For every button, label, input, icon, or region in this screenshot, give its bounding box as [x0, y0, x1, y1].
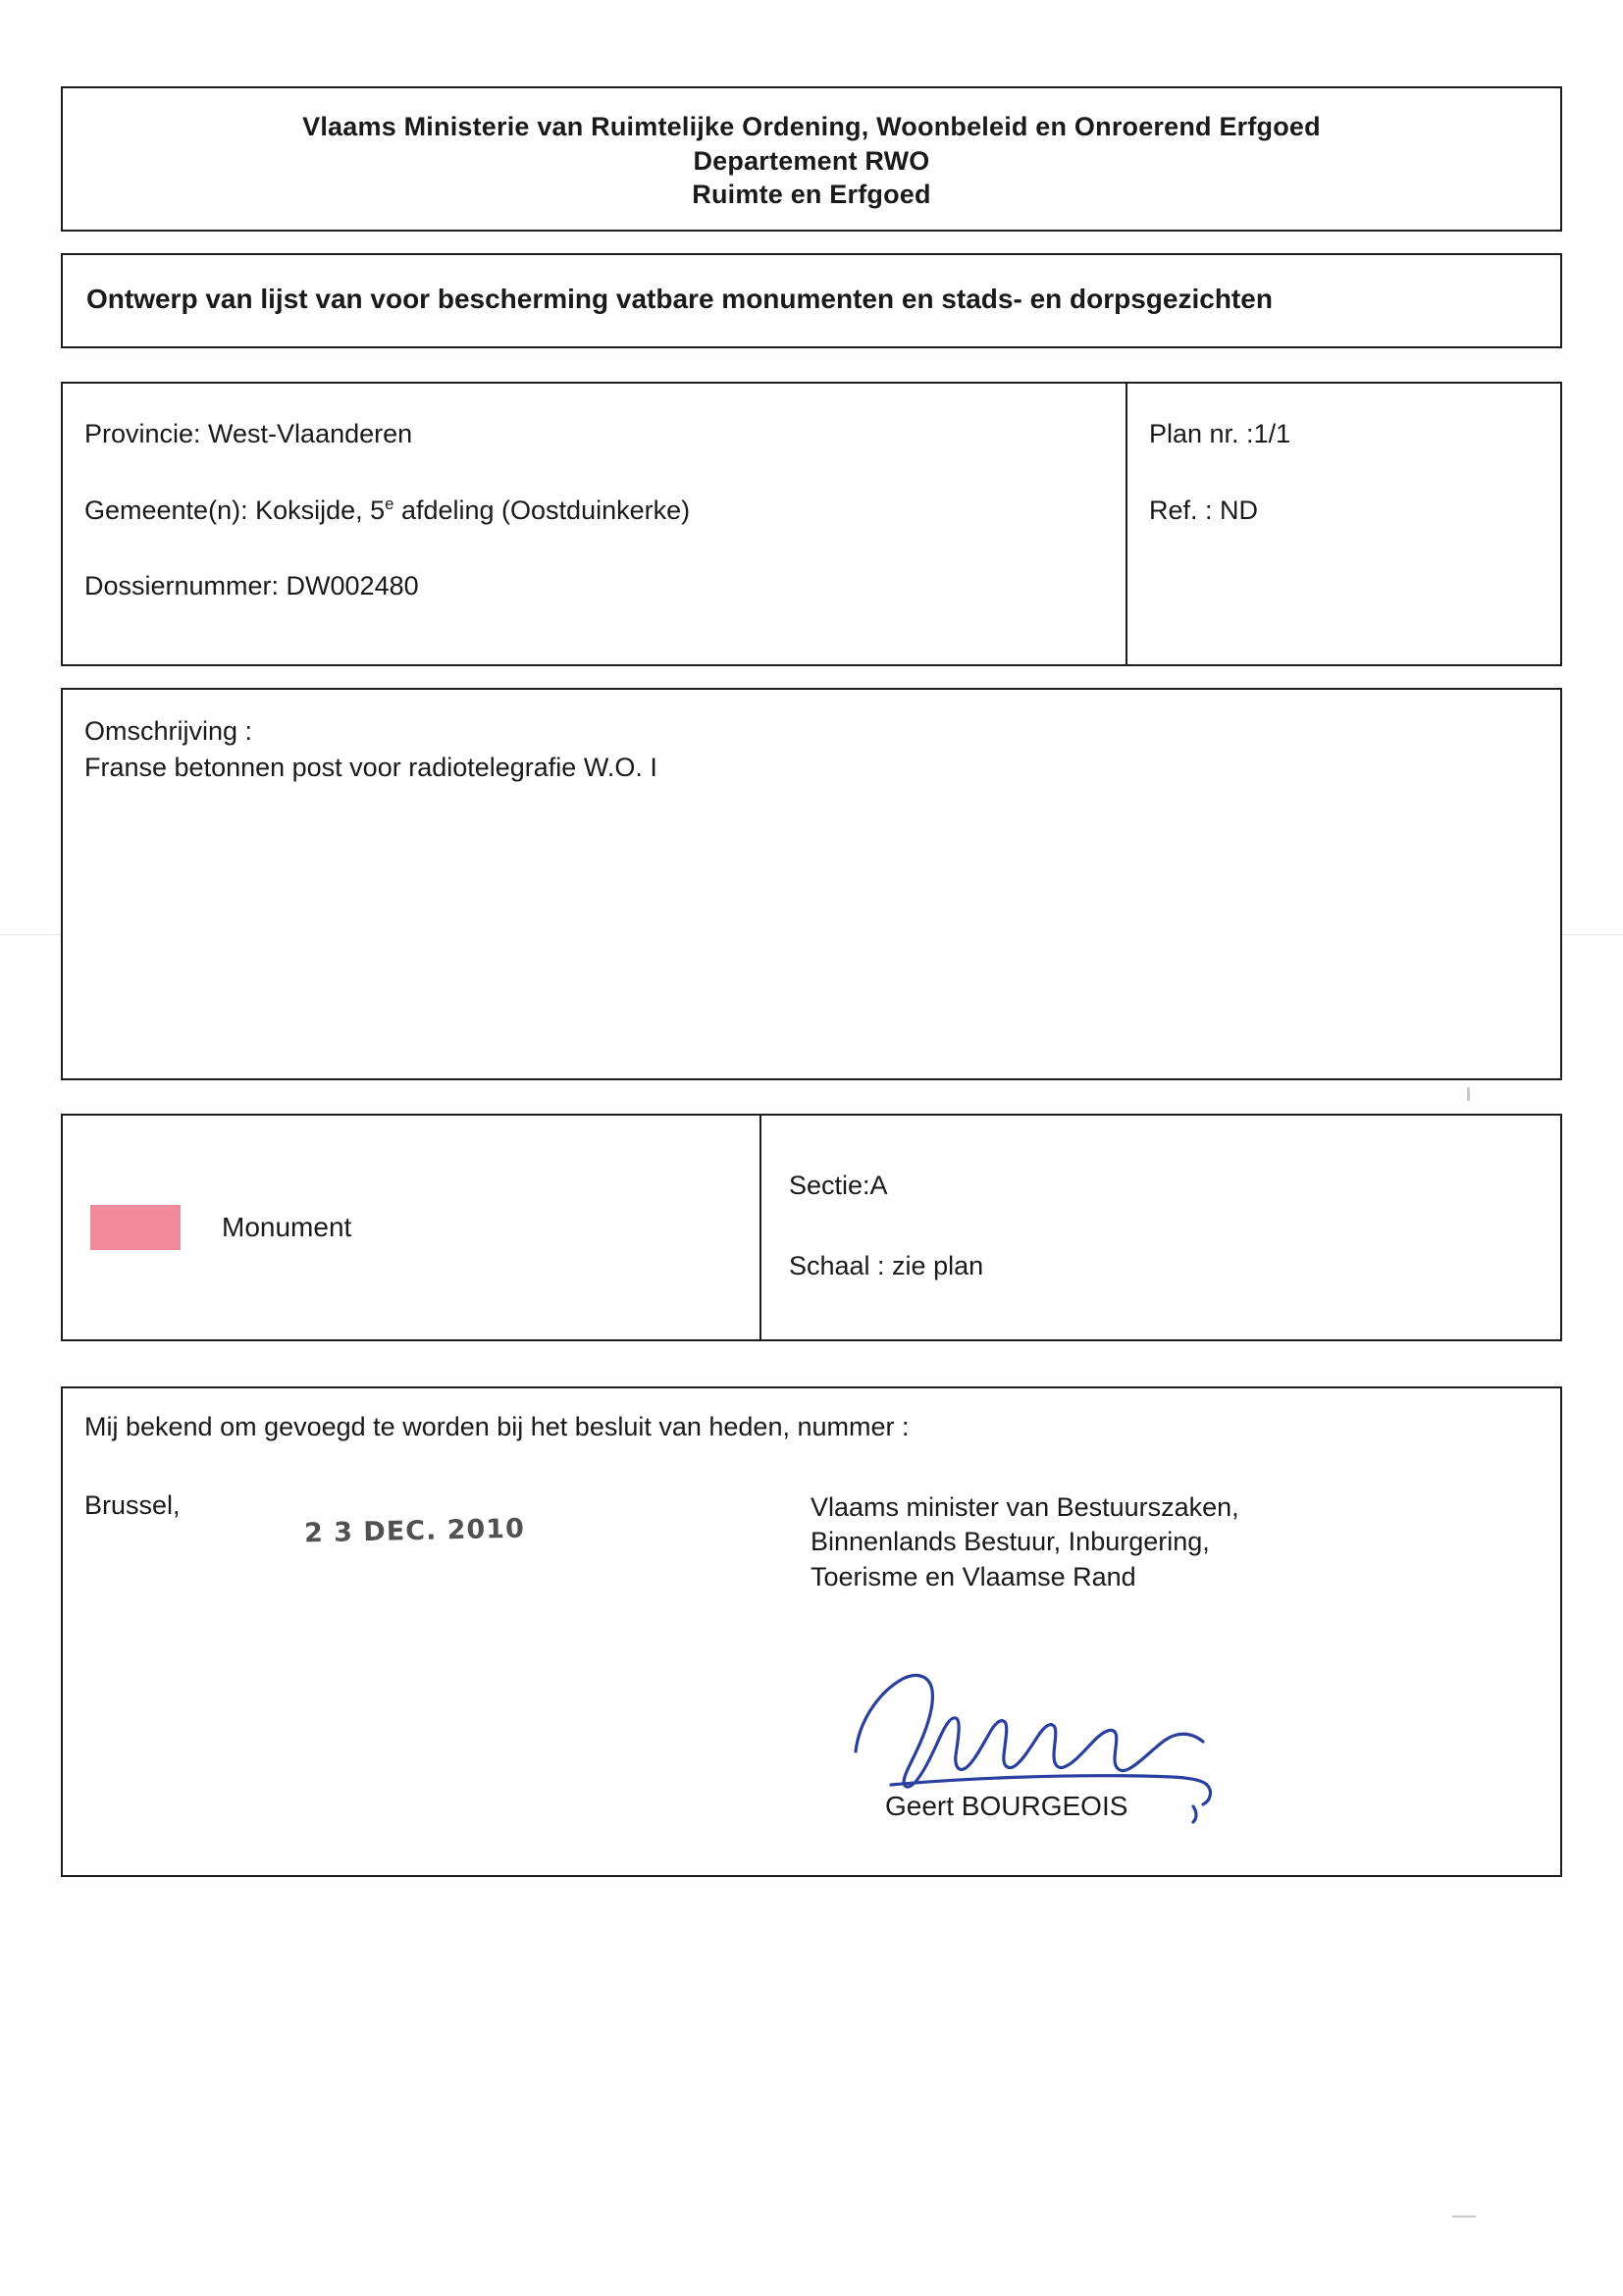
date-stamp: 2 3 DEC. 2010 [303, 1514, 526, 1549]
signature-place: Brussel, [84, 1489, 181, 1520]
signature-intro-text: Mij bekend om gevoegd te worden bij het besluit van heden, nummer : [84, 1412, 910, 1442]
field-ref: Ref. : ND [1149, 495, 1259, 525]
field-sectie: Sectie:A [789, 1171, 888, 1201]
field-gemeente-suffix: afdeling (Oostduinkerke) [393, 495, 691, 525]
document-title-block [61, 253, 1562, 349]
signature-columns [84, 1490, 1539, 1596]
omschrijving-label: Omschrijving : [84, 716, 253, 747]
dossier-info-right [1127, 384, 1560, 664]
field-gemeente-ordinal: e [385, 494, 394, 513]
minister-title-line-2: Binnenlands Bestuur, Inburgering, [811, 1527, 1210, 1557]
field-dossiernummer: Dossiernummer: DW002480 [84, 570, 419, 600]
page-title: Ontwerp van lijst van voor bescherming vatbare monumenten en stads- en dorpsgezichten [86, 283, 1273, 314]
ministry-header-block [61, 86, 1562, 232]
omschrijving-text: Franse betonnen post voor radiotelegrafie W.O. I [84, 752, 657, 782]
dossier-info-block [61, 382, 1562, 666]
field-provincie: Provincie: West-Vlaanderen [84, 419, 413, 449]
dossier-info-left [63, 384, 1127, 664]
signature-block [61, 1386, 1562, 1877]
minister-title-line-3: Toerisme en Vlaamse Rand [811, 1562, 1136, 1592]
form-sheet [61, 86, 1562, 1877]
legend-plan-details [761, 1116, 1560, 1339]
omschrijving-block [61, 688, 1562, 1080]
legend-block [61, 1114, 1562, 1341]
legend-monument-entry [63, 1116, 761, 1339]
field-gemeente-prefix: Gemeente(n): Koksijde, 5 [84, 495, 386, 525]
signer-name: Geert BOURGEOIS [885, 1791, 1128, 1822]
monument-label: Monument [222, 1212, 352, 1243]
field-gemeente [84, 494, 1126, 528]
ministry-line-1: Vlaams Ministerie van Ruimtelijke Ordening, Woonbeleid en Onroerend Erfgoed [302, 112, 1321, 141]
ministry-line-2: Departement RWO [693, 145, 930, 176]
signature-right-column [811, 1490, 1539, 1596]
scan-artifact-speck [1452, 2216, 1476, 2218]
field-schaal: Schaal : zie plan [789, 1250, 984, 1280]
field-plan-nr: Plan nr. :1/1 [1149, 419, 1291, 449]
minister-title-line-1: Vlaams minister van Bestuurszaken, [811, 1491, 1239, 1522]
ministry-line-3: Ruimte en Erfgoed [692, 180, 931, 210]
monument-color-swatch [90, 1205, 181, 1250]
